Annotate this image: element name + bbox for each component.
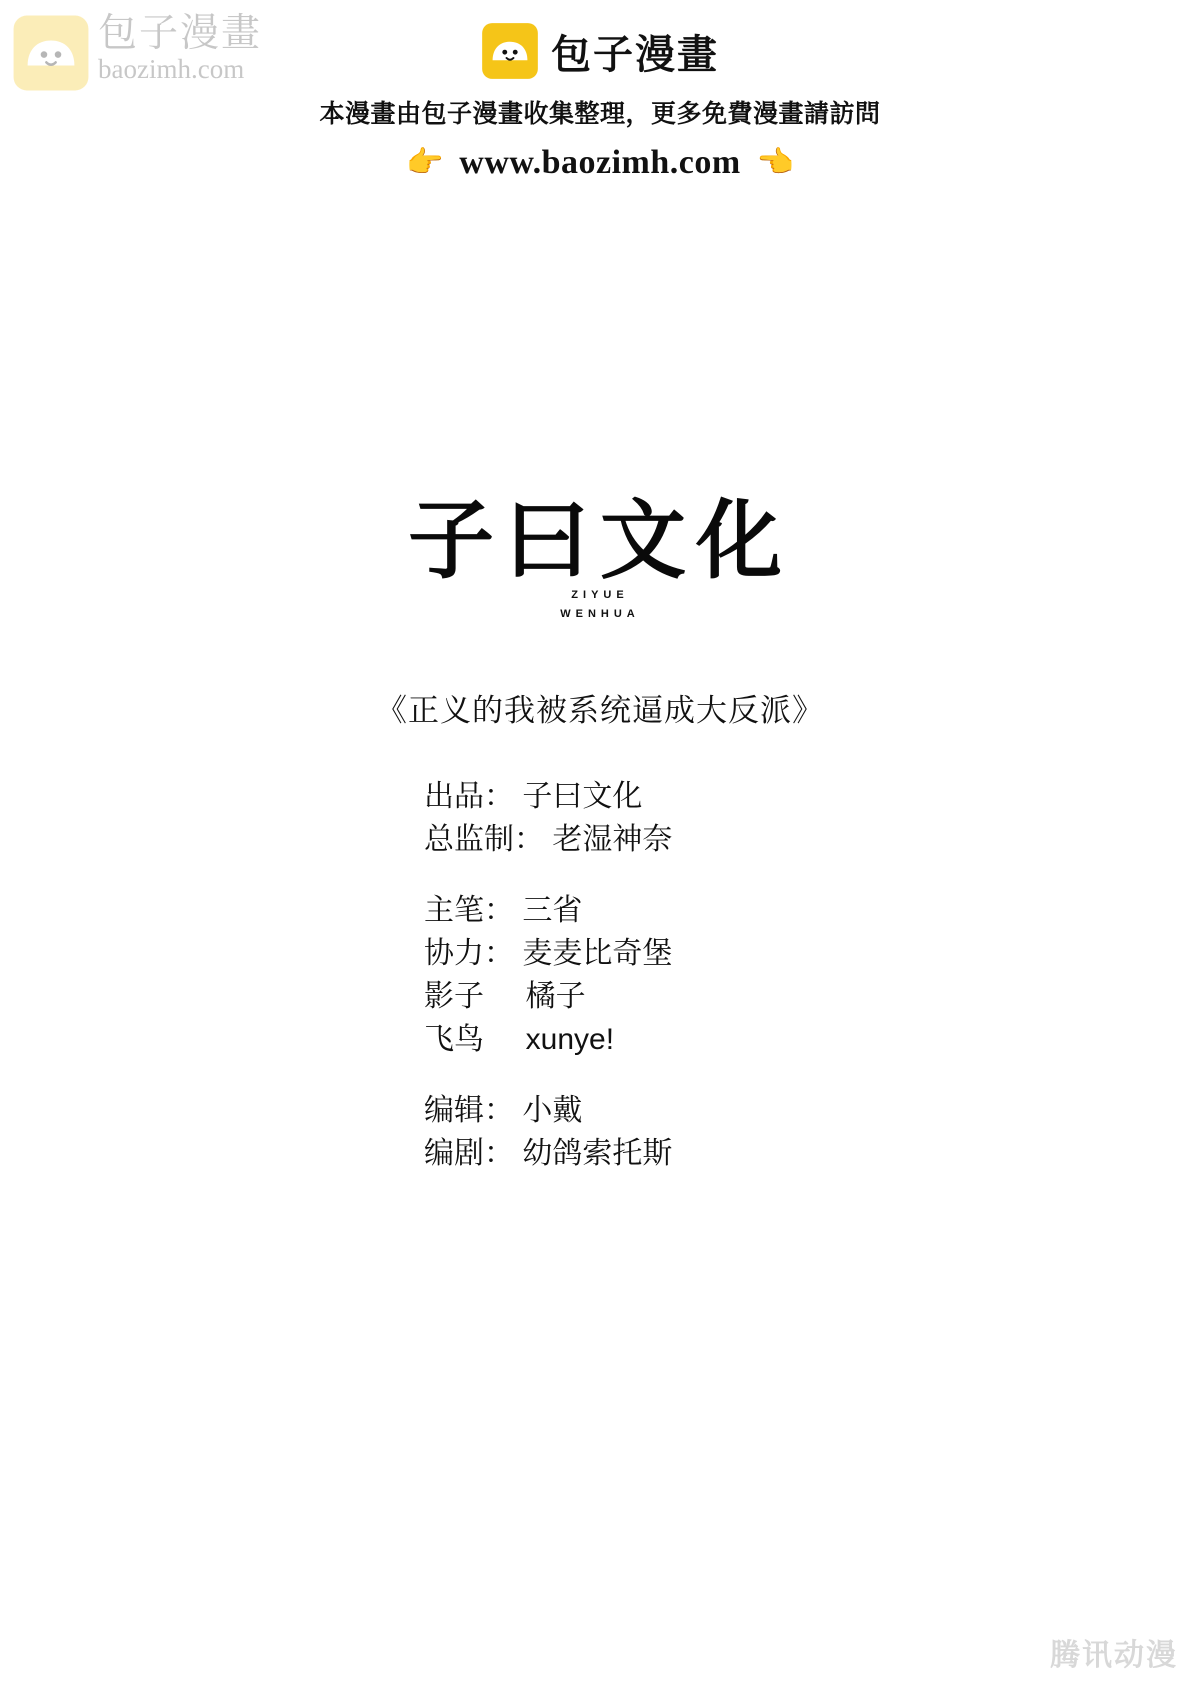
credits-block [424,775,944,1175]
credits-group [424,775,944,861]
credits-group [424,889,944,1061]
baozi-bun-icon [481,22,539,80]
credit-row: 协力： 麦麦比奇堡 [424,937,673,970]
header-tagline: 本漫畫由包子漫畫收集整理，更多免費漫畫請訪問 [319,100,881,128]
studio-logo [0,490,1200,622]
header-url-row [0,144,1200,182]
brand-row [0,22,1200,80]
site-header [0,22,1200,182]
pointing-hand-left-icon: 👈 [756,146,795,179]
header-site-url[interactable]: www.baozimh.com [459,144,741,181]
credit-row: 编辑： 小戴 [424,1094,583,1127]
credit-row: 出品： 子曰文化 [424,780,643,813]
watermark-brand-url: baozimh.com [98,53,245,84]
pointing-hand-right-icon: 👉 [405,146,444,179]
work-title: 《正义的我被系统逼成大反派》 [376,693,824,728]
studio-pinyin-line1: ZIYUE [571,589,629,601]
credit-row: 总监制： 老湿神奈 [424,823,673,856]
watermark-brand-cn: 包子漫畫 [98,12,263,55]
credit-row: 编剧： 幼鸽索托斯 [424,1137,673,1170]
credits-group [424,1089,944,1175]
credit-row: 飞鸟 xunye! [424,1023,615,1056]
credit-row: 主笔： 三省 [424,894,583,927]
credit-row: 影子 橘子 [424,980,586,1013]
studio-name-cn: 子曰文化 [408,490,792,591]
header-brand-name: 包子漫畫 [551,32,719,77]
studio-pinyin-line2: WENHUA [560,607,640,620]
watermark-bottom-right: 腾讯动漫 [1050,1639,1178,1672]
